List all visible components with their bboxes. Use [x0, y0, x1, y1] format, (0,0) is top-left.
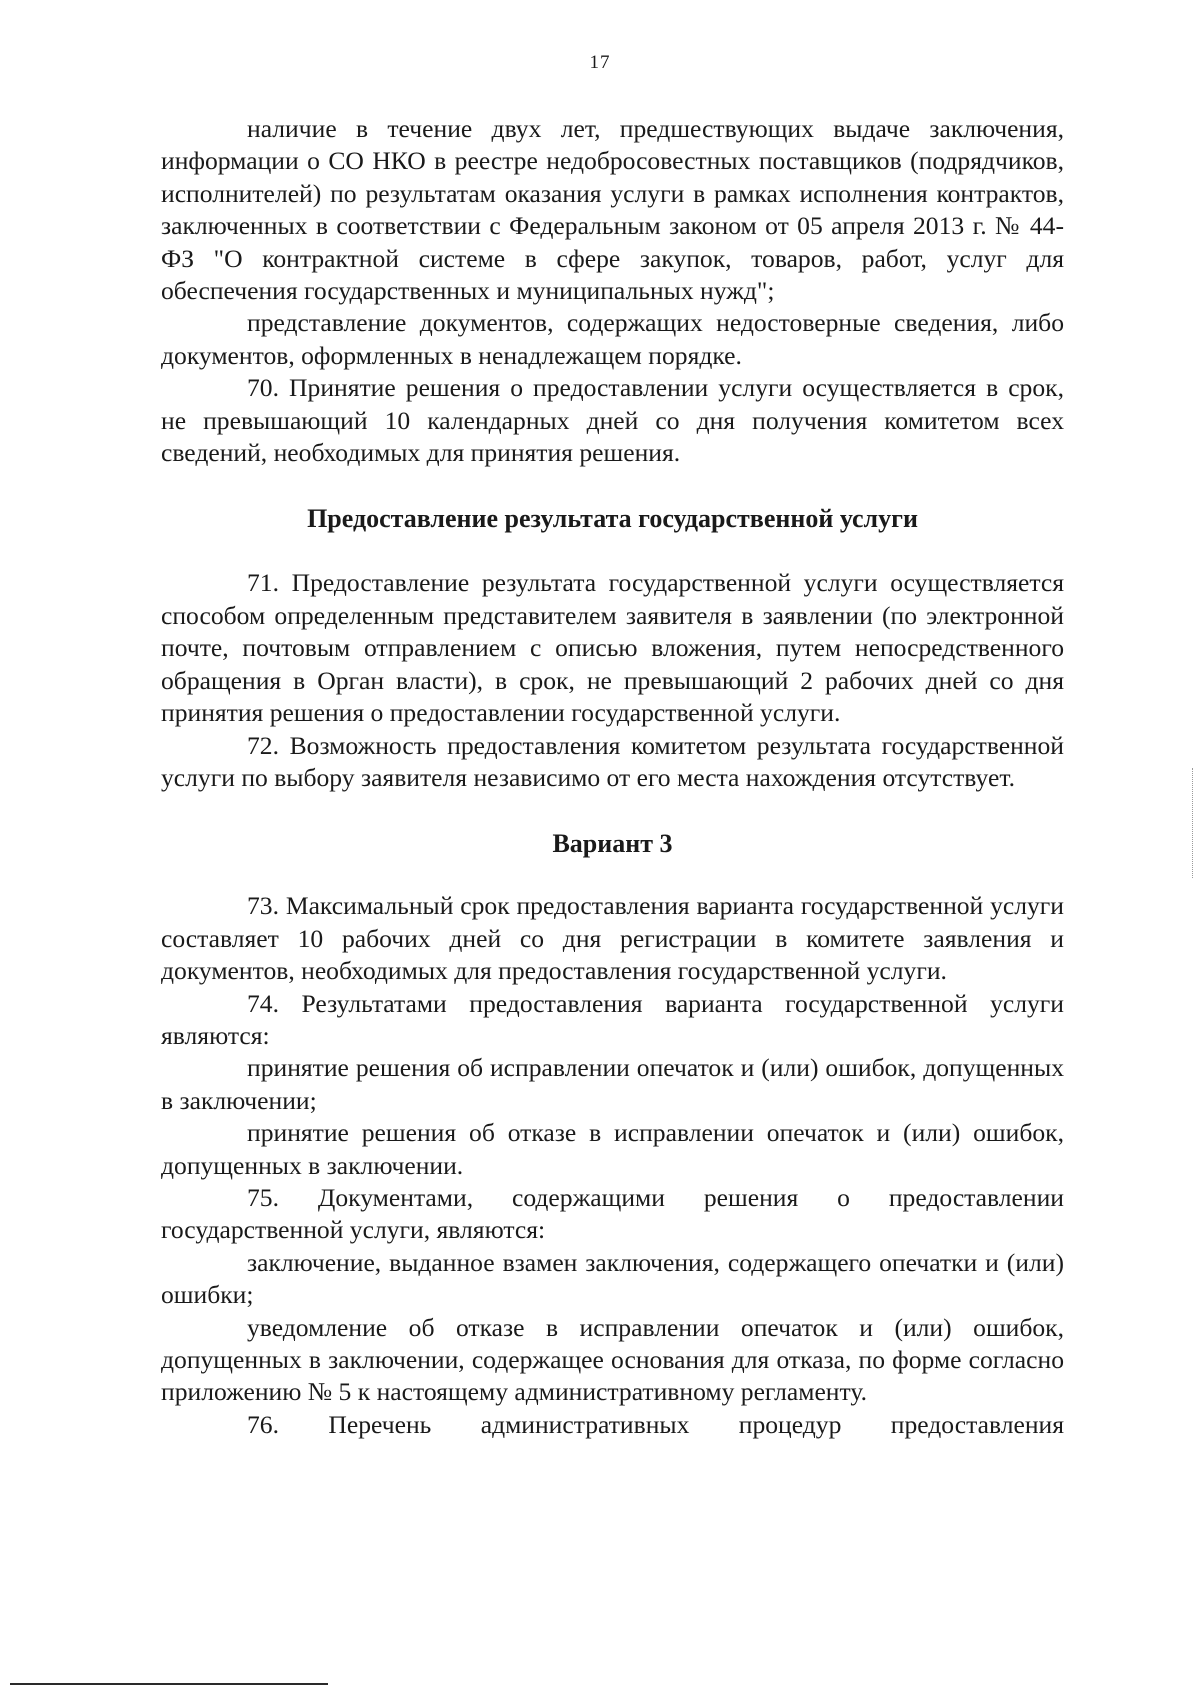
- paragraph-70: 70. Принятие решения о предоставлении услуги осуществляется в срок, не превышающий 10 календарных дней со дня получения комитетом всех сведений, необходимых для принятия решения.: [161, 373, 1064, 468]
- paragraph-74: 74. Результатами предоставления варианта государственной услуги являются:: [161, 988, 1064, 1050]
- paragraph-72: 72. Возможность предоставления комитетом результата государственной услуги по выбору заявителя независимо от его места нахождения отсутствует.: [161, 730, 1064, 792]
- paragraph-correction-decision: принятие решения об исправлении опечаток и (или) ошибок, допущенных в заключении;: [161, 1053, 1064, 1115]
- paragraph-71: 71. Предоставление результата государственной услуги осуществляется способом определенным представителем заявителя в заявлении (по электронной почте, почтовым отправлением с описью вложения, путем непосредственного обращения в Орган власти), в срок, не превышающий 2 рабочих дней со дня принятия решения о предоставлении государственной услуги.: [161, 568, 1064, 728]
- paragraph-replacement-conclusion: заключение, выданное взамен заключения, содержащего опечатки и (или) ошибки;: [161, 1247, 1064, 1310]
- paragraph-refusal-decision: принятие решения об отказе в исправлении опечаток и (или) ошибок, допущенных в заключении.: [161, 1118, 1064, 1180]
- paragraph-false-documents: представление документов, содержащих недостоверные сведения, либо документов, оформленных в ненадлежащем порядке.: [161, 308, 1064, 370]
- section-heading-variant-3: Вариант 3: [552, 829, 673, 859]
- section-heading-result: Предоставление результата государственной услуги: [307, 504, 918, 534]
- paragraph-75: 75. Документами, содержащими решения о предоставлении государственной услуги, являются:: [161, 1182, 1064, 1245]
- scan-edge-mark: [1192, 768, 1193, 878]
- paragraph-76: 76. Перечень административных процедур предоставления: [247, 1409, 1064, 1439]
- paragraph-73: 73. Максимальный срок предоставления варианта государственной услуги составляет 10 рабочих дней со дня регистрации в комитете заявления и документов, необходимых для предоставления государственной услуги.: [161, 891, 1064, 986]
- page-number: 17: [589, 52, 611, 73]
- document-body: [161, 113, 1064, 1441]
- footnote-separator-line: [10, 1683, 328, 1685]
- paragraph-registry-info: наличие в течение двух лет, предшествующих выдаче заключения, информации о СО НКО в реестре недобросовестных поставщиков (подрядчиков, исполнителей) по результатам оказания услуги в рамках исполнения контрактов, заключенных в соответствии с Федеральным законом от 05 апреля 2013 г. № 44-ФЗ "О контрактной системе в сфере закупок, товаров, работ, услуг для обеспечения государственных и муниципальных нужд";: [161, 114, 1064, 306]
- paragraph-refusal-notice: уведомление об отказе в исправлении опечаток и (или) ошибок, допущенных в заключении, содержащее основания для отказа, по форме согласно приложению № 5 к настоящему административному регламенту.: [161, 1312, 1064, 1407]
